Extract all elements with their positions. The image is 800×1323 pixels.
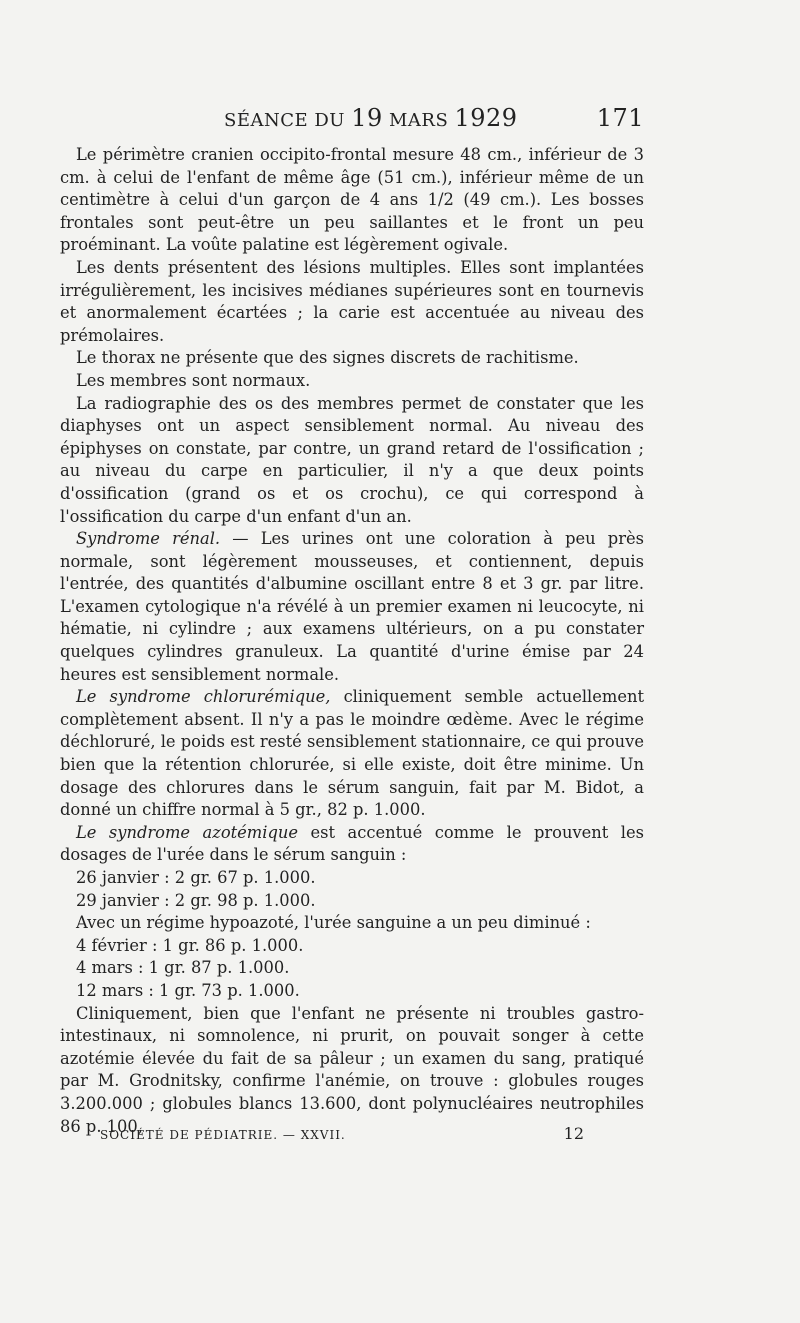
paragraph: Les membres sont normaux. — [76, 370, 311, 390]
section-label: Le syndrome chlorurémique, — [76, 687, 331, 707]
measure-line: 29 janvier : 2 gr. 98 p. 1.000. — [76, 890, 316, 910]
measure-line: 26 janvier : 2 gr. 67 p. 1.000. — [76, 868, 316, 887]
header-title-part: SÉANCE DU — [224, 110, 352, 131]
section-label: Syndrome rénal. — [76, 529, 221, 549]
paragraph: Cliniquement, bien que l'enfant ne présente ni troubles gastro-intestinaux, ni somnolence, ni prurit, on pouvait songer à cette azotémie élevée du fait de sa pâleur ; un examen du sang, pratiqué par M. Grodnitsky, confirme l'anémie, on trouve : globules rouges 3.200.000 ; globules blancs 13.600, dont polynucléaires neutrophiles 86 p. 100, — [60, 1003, 644, 1136]
section-text: — Les urines ont une coloration à peu près normale, sont légèrement mousseuses, et contiennent, depuis l'entrée, des quantités d'albumine oscillant entre 8 et 3 gr. par litre. L'examen cytologique n'a révélé à un premier examen ni leucocyte, ni hématie, ni cylindre ; aux examens ultérieurs, on a pu constater quelques cylindres granuleux. La quantité d'urine émise par 24 heures est sensiblement normale. — [60, 529, 644, 684]
header-title-year: 1929 — [454, 104, 518, 132]
paragraph: Avec un régime hypoazoté, l'urée sanguine a un peu diminué : — [76, 913, 591, 933]
header-title — [224, 104, 518, 132]
signature-mark: 12 — [563, 1124, 584, 1143]
header-title-day: 19 — [351, 104, 383, 132]
paragraph: Les dents présentent des lésions multiples. Elles sont implantées irrégulièrement, les incisives médianes supérieures sont en tournevis et anormalement écartées ; la carie est accentuée au niveau des prémolaires. — [60, 257, 644, 345]
measure-line: 12 mars : 1 gr. 73 p. 1.000. — [76, 980, 300, 1000]
measure-line: 4 février : 1 gr. 86 p. 1.000. — [76, 935, 304, 955]
paragraph-azotemique — [60, 822, 644, 867]
measure-line: 4 mars : 1 gr. 87 p. 1.000. — [76, 958, 290, 978]
paragraph: Le périmètre cranien occipito-frontal mesure 48 cm., inférieur de 3 cm. à celui de l'enfant de même âge (51 cm.), inférieur même de un centimètre à celui d'un garçon de 4 ans 1/2 (49 cm.). Les bosses frontales sont peut-être un peu saillantes et le front un peu proéminant. La voûte palatine est légèrement ogivale. — [60, 145, 644, 255]
paragraph-chloruremique — [60, 686, 644, 822]
section-text: cliniquement semble actuellement complètement absent. Il n'y a pas le moindre œdème. Avec le régime déchloruré, le poids est resté sensiblement stationnaire, ce qui prouve bien que la rétention chlorurée, si elle existe, doit être minime. Un dosage des chlorures dans le sérum sanguin, fait par M. Bidot, a donné un chiffre normal à 5 gr., 82 p. 1.000. — [60, 687, 644, 820]
section-label: Le syndrome azotémique — [76, 822, 298, 842]
section-text: est accentué comme le prouvent les dosages de l'urée dans le sérum sanguin : — [60, 822, 644, 865]
page-footer — [100, 1124, 584, 1143]
footer-text: SOCIÉTÉ DE PÉDIATRIE. — XXVII. — [100, 1128, 346, 1142]
paragraph-renal — [60, 528, 644, 686]
header-title-month: MARS — [382, 110, 455, 131]
page-number: 171 — [596, 104, 644, 132]
paragraph: La radiographie des os des membres permet de constater que les diaphyses ont un aspect sensiblement normal. Au niveau des épiphyses on constate, par contre, un grand retard de l'ossification ; au niveau du carpe en particulier, il n'y a que deux points d'ossification (grand os et os crochu), ce qui correspond à l'ossification du carpe d'un enfant d'un an. — [60, 393, 644, 526]
paragraph: Le thorax ne présente que des signes discrets de rachitisme. — [76, 348, 579, 368]
body-text — [60, 144, 644, 1138]
